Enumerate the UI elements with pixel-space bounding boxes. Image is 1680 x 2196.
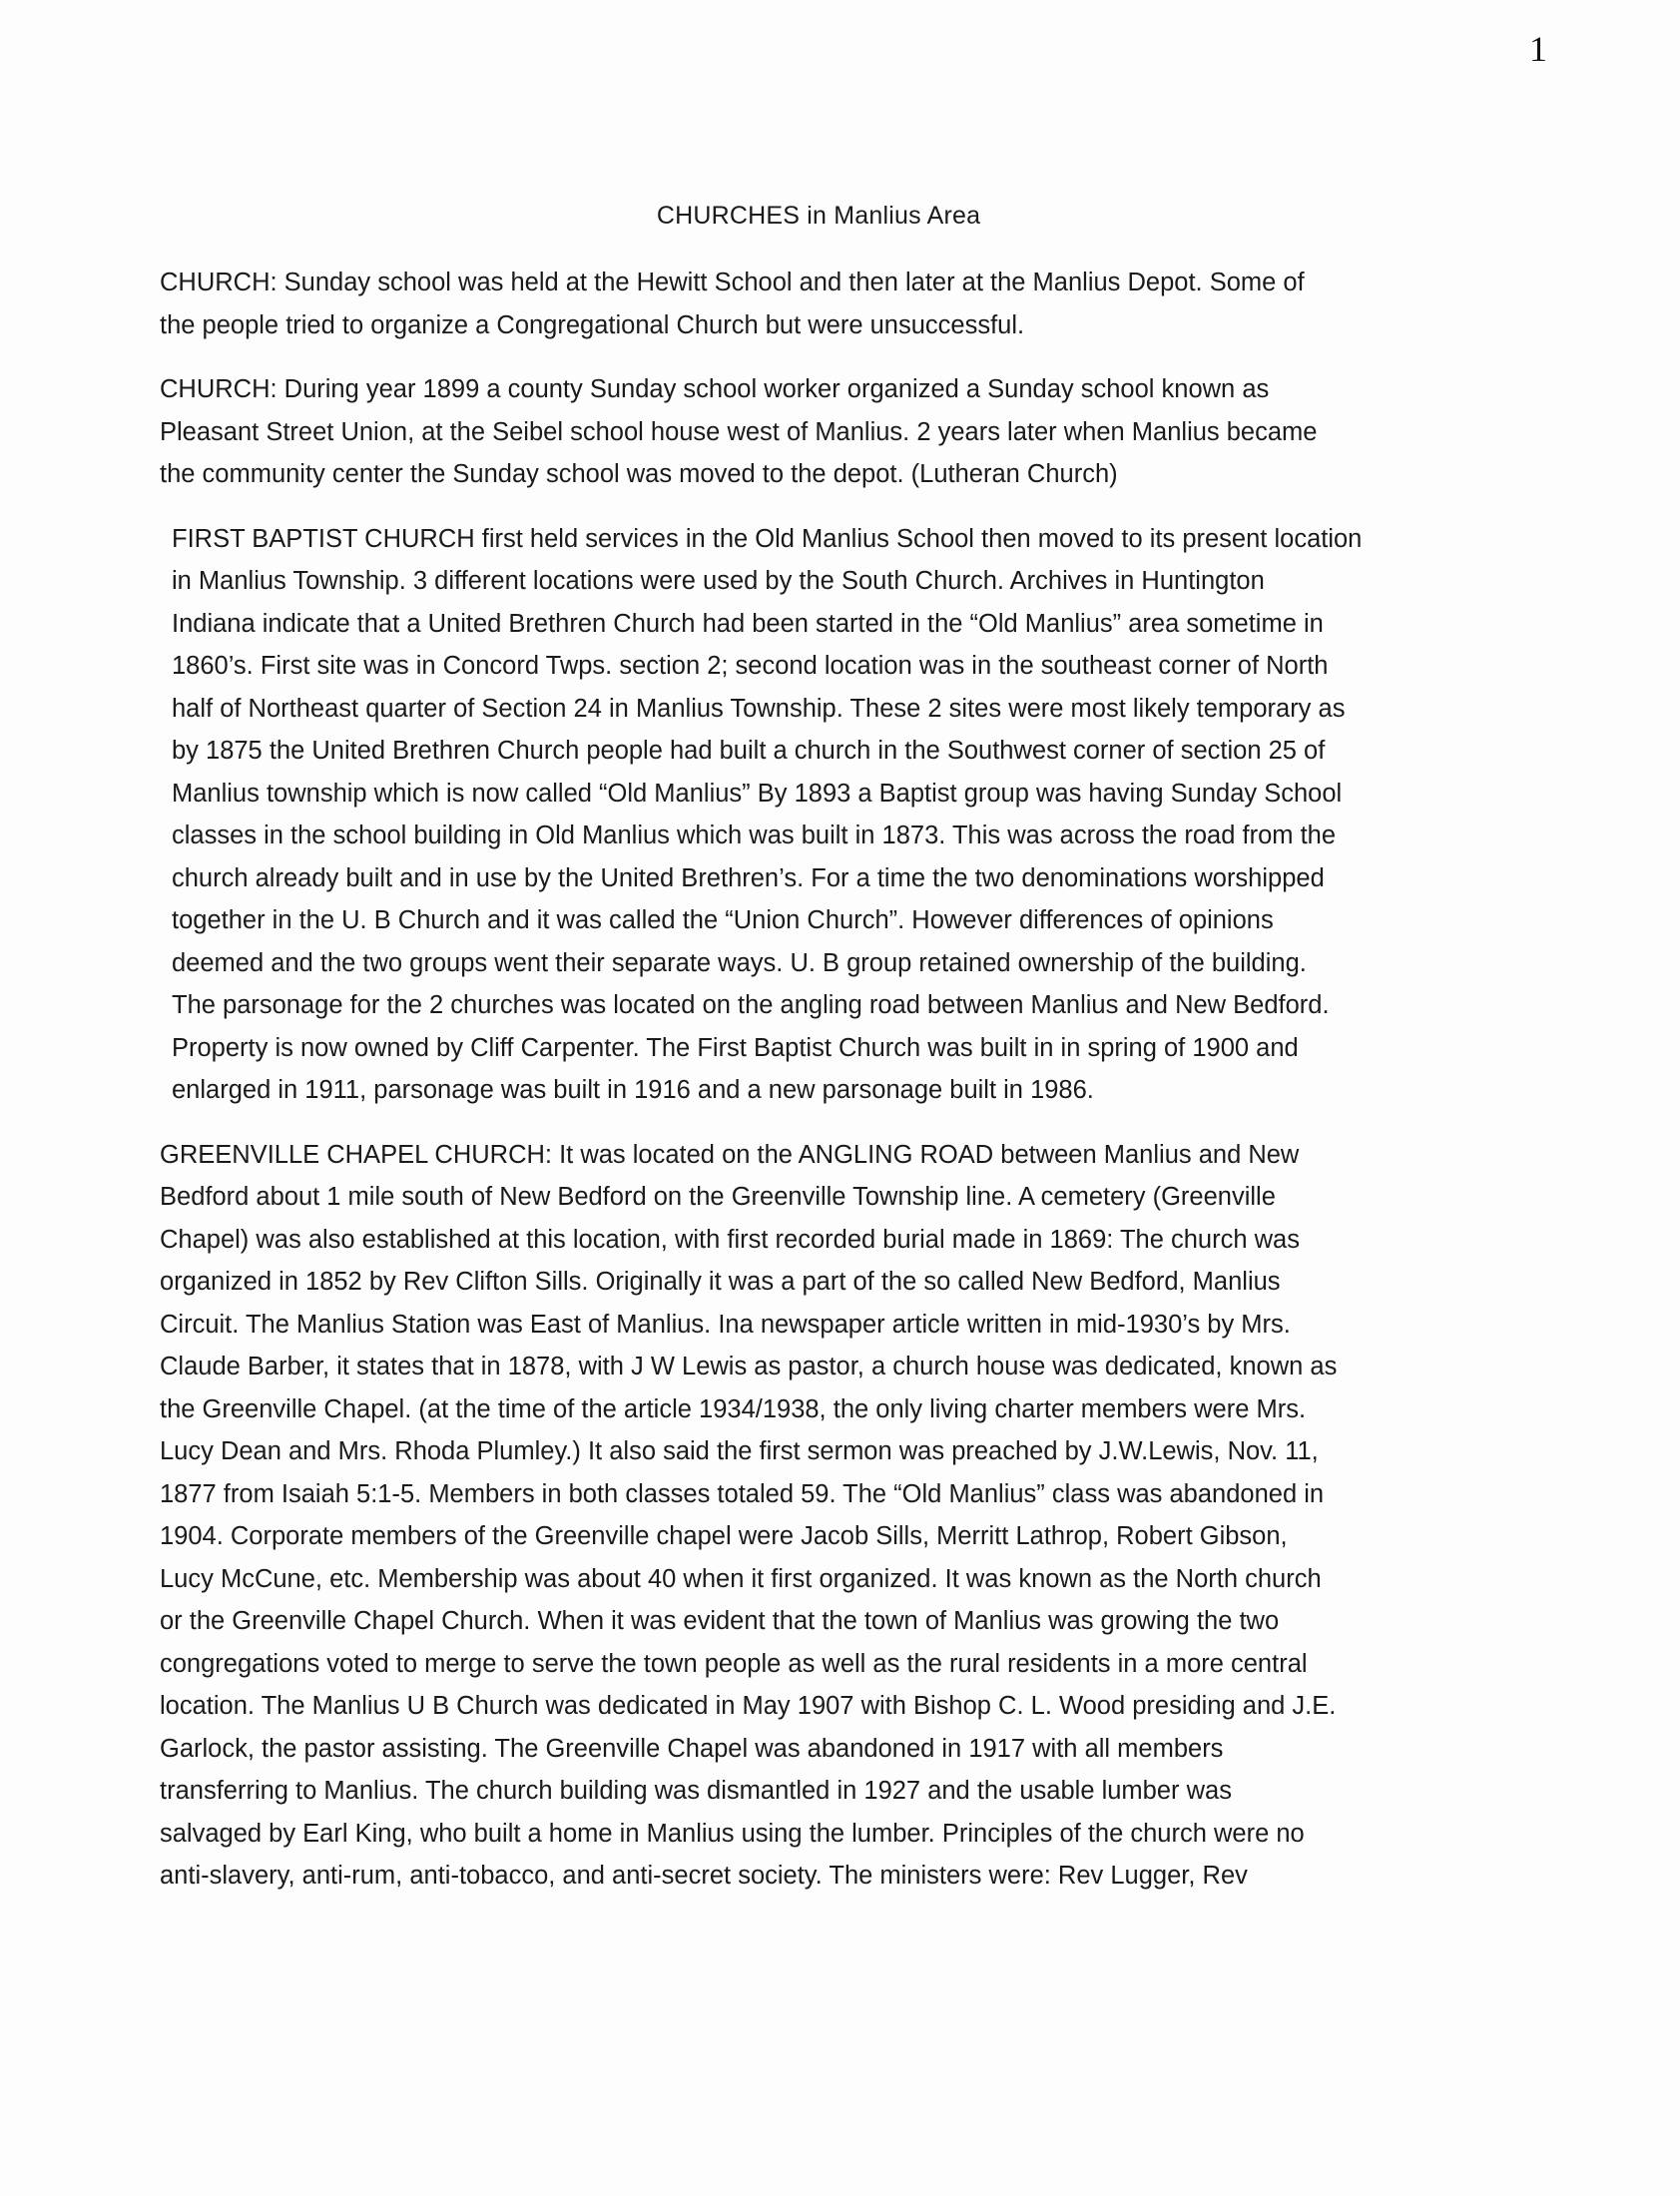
text-line: the community center the Sunday school was moved to the depot. (Lutheran Church)	[160, 460, 1118, 488]
text-line: half of Northeast quarter of Section 24 in Manlius Township. These 2 sites were most likely temporary as	[172, 694, 1346, 723]
text-line: CHURCH: Sunday school was held at the Hewitt School and then later at the Manlius Depot. Some of	[160, 269, 1305, 296]
text-line: The parsonage for the 2 churches was located on the angling road between Manlius and New Bedford.	[172, 991, 1330, 1019]
text-line: together in the U. B Church and it was called the “Union Church”. However differences of opinions	[172, 906, 1274, 934]
text-line: the Greenville Chapel. (at the time of the article 1934/1938, the only living charter members were Mrs.	[160, 1394, 1307, 1423]
text-line: or the Greenville Chapel Church. When it was evident that the town of Manlius was growing the two	[160, 1607, 1280, 1635]
document-body	[160, 262, 1457, 1920]
text-line: 1860’s. First site was in Concord Twps. section 2; second location was in the southeast corner of North	[172, 652, 1329, 680]
text-line: Chapel) was also established at this location, with first recorded burial made in 1869: The church was	[160, 1225, 1300, 1254]
text-line: deemed and the two groups went their separate ways. U. B group retained ownership of the building.	[172, 948, 1307, 977]
text-line: FIRST BAPTIST CHURCH first held services in the Old Manlius School then moved to its present location	[172, 524, 1363, 553]
text-line: Lucy Dean and Mrs. Rhoda Plumley.) It also said the first sermon was preached by J.W.Lewis, Nov. 11,	[160, 1437, 1319, 1465]
text-line: the people tried to organize a Congregational Church but were unsuccessful.	[160, 310, 1025, 339]
text-line: Garlock, the pastor assisting. The Greenville Chapel was abandoned in 1917 with all members	[160, 1734, 1224, 1763]
text-line: 1904. Corporate members of the Greenville chapel were Jacob Sills, Merritt Lathrop, Robert Gibson,	[160, 1522, 1288, 1550]
paragraph	[160, 518, 1457, 1112]
page-number: 1	[1529, 29, 1547, 69]
text-line: GREENVILLE CHAPEL CHURCH: It was located on the ANGLING ROAD between Manlius and New	[160, 1140, 1300, 1169]
text-line: 1877 from Isaiah 5:1-5. Members in both classes totaled 59. The “Old Manlius” class was abandoned in	[160, 1479, 1325, 1508]
text-line: Manlius township which is now called “Old Manlius” By 1893 a Baptist group was having Sunday School	[172, 779, 1343, 808]
text-line: Circuit. The Manlius Station was East of Manlius. Ina newspaper article written in mid-1930’s by Mrs.	[160, 1310, 1291, 1339]
paragraph	[160, 1134, 1457, 1898]
text-line: congregations voted to merge to serve the town people as well as the rural residents in a more central	[160, 1649, 1308, 1678]
text-line: CHURCH: During year 1899 a county Sunday school worker organized a Sunday school known as	[160, 375, 1270, 403]
text-line: enlarged in 1911, parsonage was built in 1916 and a new parsonage built in 1986.	[172, 1076, 1094, 1104]
text-line: in Manlius Township. 3 different locations were used by the South Church. Archives in Huntington	[172, 567, 1265, 595]
text-line: Bedford about 1 mile south of New Bedford on the Greenville Township line. A cemetery (Greenville	[160, 1183, 1276, 1211]
text-line: organized in 1852 by Rev Clifton Sills. Originally it was a part of the so called New Bedford, Manlius	[160, 1268, 1281, 1296]
text-line: transferring to Manlius. The church building was dismantled in 1927 and the usable lumber was	[160, 1777, 1232, 1805]
text-line: anti-slavery, anti-rum, anti-tobacco, and anti-secret society. The ministers were: Rev Lugger, Rev	[160, 1862, 1248, 1890]
text-line: by 1875 the United Brethren Church people had built a church in the Southwest corner of section 25 of	[172, 737, 1326, 765]
text-line: church already built and in use by the United Brethren’s. For a time the two denominations worshipped	[172, 863, 1325, 892]
text-line: Indiana indicate that a United Brethren Church had been started in the “Old Manlius” area sometime in	[172, 609, 1324, 638]
text-line: classes in the school building in Old Manlius which was built in 1873. This was across the road from the	[172, 822, 1337, 849]
text-line: salvaged by Earl King, who built a home in Manlius using the lumber. Principles of the church were no	[160, 1819, 1305, 1848]
page-title: CHURCHES in Manlius Area	[656, 202, 981, 230]
text-line: Property is now owned by Cliff Carpenter. The First Baptist Church was built in in spring of 1900 and	[172, 1033, 1299, 1062]
text-line: Pleasant Street Union, at the Seibel school house west of Manlius. 2 years later when Manlius became	[160, 417, 1318, 446]
paragraph	[160, 262, 1457, 346]
text-line: location. The Manlius U B Church was dedicated in May 1907 with Bishop C. L. Wood presiding and J.E.	[160, 1692, 1337, 1720]
text-line: Claude Barber, it states that in 1878, with J W Lewis as pastor, a church house was dedicated, known as	[160, 1353, 1338, 1380]
text-line: Lucy McCune, etc. Membership was about 40 when it first organized. It was known as the North church	[160, 1564, 1322, 1593]
paragraph	[160, 368, 1457, 496]
